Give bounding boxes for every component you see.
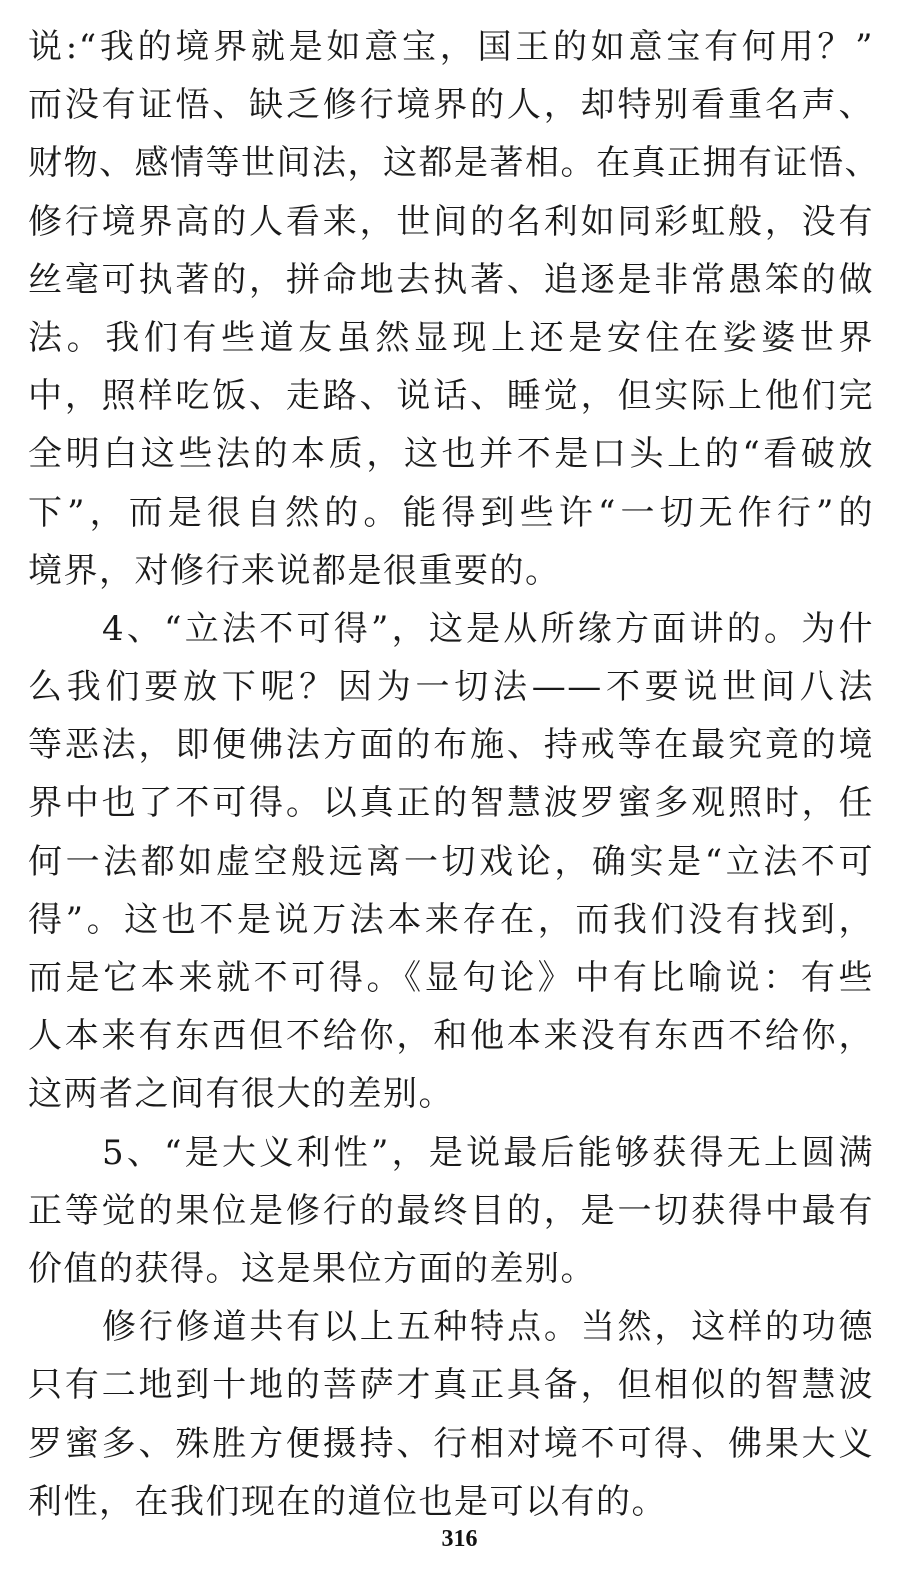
body-text xyxy=(28,18,880,1531)
text-line: 丝毫可执著的，拼命地去执著、追逐是非常愚笨的做 xyxy=(28,259,874,300)
text-line: 人本来有东西但不给你，和他本来没有东西不给你， xyxy=(28,1016,874,1057)
text-line: 下”，而是很自然的。能得到些许“一切无作行”的 xyxy=(28,492,874,533)
paragraph xyxy=(28,600,874,1124)
text-line: 正等觉的果位是修行的最终目的，是一切获得中最有 xyxy=(28,1190,874,1231)
text-line: 何一法都如虚空般远离一切戏论，确实是“立法不可 xyxy=(28,841,874,882)
paragraph xyxy=(28,1298,874,1531)
text-line: 法。我们有些道友虽然显现上还是安住在娑婆世界 xyxy=(28,317,874,358)
text-line: 境界，对修行来说都是很重要的。 xyxy=(28,550,561,591)
text-line: 利性，在我们现在的道位也是可以有的。 xyxy=(28,1481,667,1522)
text-line: 而没有证悟、缺乏修行境界的人，却特别看重名声、 xyxy=(28,85,874,126)
text-line: 修行境界高的人看来，世间的名利如同彩虹般，没有 xyxy=(28,201,874,242)
text-line: 中，照样吃饭、走路、说话、睡觉，但实际上他们完 xyxy=(28,376,874,417)
text-line: 说:“我的境界就是如意宝，国王的如意宝有何用？” xyxy=(28,27,874,67)
text-line: 罗蜜多、殊胜方便摄持、行相对境不可得、佛果大义 xyxy=(28,1423,874,1464)
text-line: 全明白这些法的本质，这也并不是口头上的“看破放 xyxy=(28,434,874,475)
text-line: 5、“是大义利性”，是说最后能够获得无上圆满 xyxy=(102,1132,874,1173)
text-line: 只有二地到十地的菩萨才真正具备，但相似的智慧波 xyxy=(28,1365,874,1406)
text-line: 4、“立法不可得”，这是从所缘方面讲的。为什 xyxy=(102,608,874,649)
paragraph xyxy=(28,18,880,600)
text-line: 界中也了不可得。以真正的智慧波罗蜜多观照时，任 xyxy=(28,783,874,824)
page-number: 316 xyxy=(441,1526,478,1552)
text-line: 这两者之间有很大的差别。 xyxy=(28,1074,454,1115)
text-line: 财物、感情等世间法，这都是著相。在真正拥有证悟、 xyxy=(28,143,880,184)
text-line: 等恶法，即便佛法方面的布施、持戒等在最究竟的境 xyxy=(28,725,874,766)
text-line: 修行修道共有以上五种特点。当然，这样的功德 xyxy=(102,1307,874,1348)
text-line: 而是它本来就不可得。《显句论》中有比喻说：有些 xyxy=(28,958,874,998)
text-line: 么我们要放下呢？因为一切法——不要说世间八法 xyxy=(28,667,874,708)
text-line: 价值的获得。这是果位方面的差别。 xyxy=(28,1248,596,1289)
paragraph xyxy=(28,1124,874,1299)
text-line: 得”。这也不是说万法本来存在，而我们没有找到， xyxy=(28,899,874,940)
